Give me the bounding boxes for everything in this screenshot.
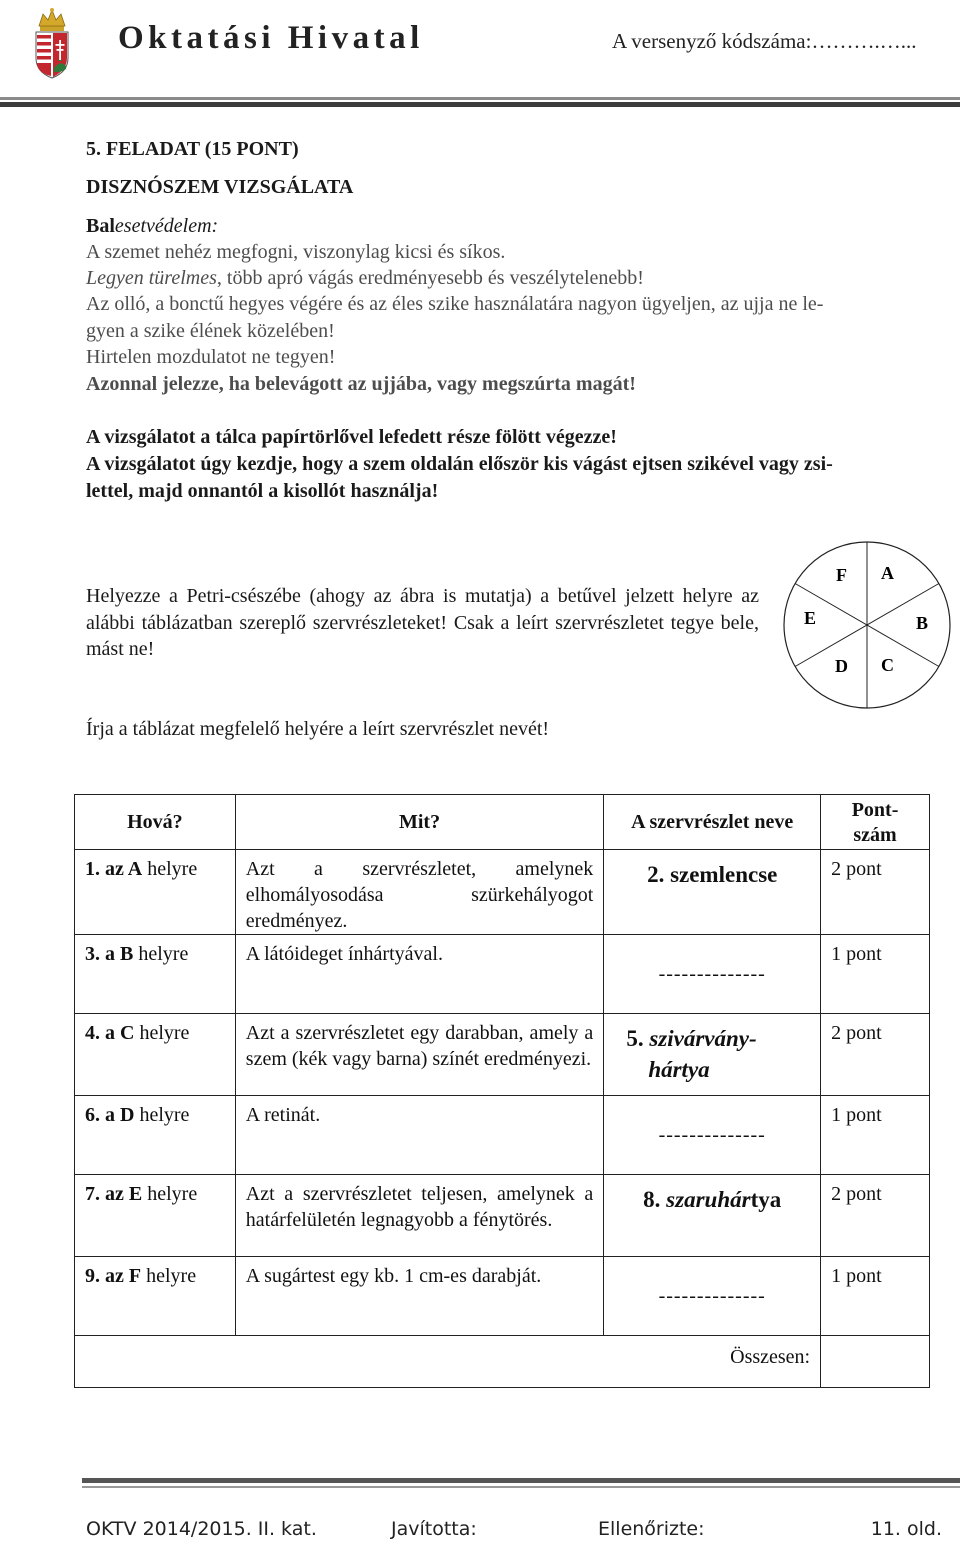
- table-row: [75, 1257, 930, 1336]
- instruction-1: A vizsgálatot a tálca papírtörlővel lefedett része fölött végezze!: [86, 426, 617, 448]
- safety-line-6: Azonnal jelezze, ha belevágott az ujjába, vagy megszúrta magát!: [86, 373, 636, 395]
- petri-dish-diagram: [780, 539, 954, 711]
- write-instruction: Írja a táblázat megfelelő helyére a leírt szervrészlet nevét!: [86, 718, 550, 740]
- points-cell: 2 pont: [821, 850, 930, 935]
- answer-blank-cell: --------------: [604, 1096, 821, 1175]
- header-what: Mit?: [235, 795, 604, 850]
- where-cell: 3. a B helyre: [75, 935, 236, 1014]
- table-row: [75, 1175, 930, 1257]
- safety-line-2: Legyen türelmes, több apró vágás eredményesebb és veszélytelenebb!: [86, 267, 644, 289]
- footer-exam: OKTV 2014/2015. II. kat.: [86, 1518, 317, 1540]
- points-cell: 2 pont: [821, 1014, 930, 1096]
- table-total-row: [75, 1336, 930, 1388]
- sector-label-e: E: [804, 608, 817, 628]
- header-divider-thick: [0, 102, 960, 107]
- header-where: Hová?: [75, 795, 236, 850]
- what-cell: Azt a szervrészletet teljesen, amelynek a határfelületén legnagyobb a fénytörés.: [235, 1175, 604, 1257]
- table-row: [75, 935, 930, 1014]
- hungarian-coat-of-arms-icon: [30, 6, 74, 80]
- footer-divider-thick: [82, 1478, 960, 1483]
- placement-instruction: Helyezze a Petri-csészébe (ahogy az ábra is mutatja) a betűvel jelzett helyre az alábbi táblázatban szereplő szervrészleteket! Csak a leírt szervrészletet tegye bele, mást ne!: [86, 585, 759, 660]
- table-row: [75, 850, 930, 935]
- safety-line-3: Az olló, a bonctű hegyes végére és az éles szike használatára nagyon ügyeljen, az ujja ne le-: [86, 293, 824, 315]
- footer-checked-by: Ellenőrizte:: [598, 1518, 705, 1540]
- points-cell: 1 pont: [821, 935, 930, 1014]
- what-cell: A retinát.: [235, 1096, 604, 1175]
- instruction-2a: A vizsgálatot úgy kezdje, hogy a szem oldalán először kis vágást ejtsen szikével vagy zsi-: [86, 453, 833, 475]
- answer-cell: 2. szemlencse: [604, 850, 821, 935]
- what-cell: Azt a szervrészletet, amelynek elhomályosodása szürkehályogot eredményez.: [235, 850, 604, 935]
- organ-parts-table: [74, 794, 930, 1388]
- sector-label-f: F: [836, 565, 847, 585]
- answer-cell: 8. szaruhártya: [604, 1175, 821, 1257]
- safety-heading: Balesetvédelem:: [86, 215, 219, 237]
- what-cell: Azt a szervrészletet egy darabban, amely a szem (kék vagy barna) színét eredményezi.: [235, 1014, 604, 1096]
- header-part-name: A szervrészlet neve: [604, 795, 821, 850]
- what-cell: A sugártest egy kb. 1 cm-es darabját.: [235, 1257, 604, 1336]
- contestant-code-label: A versenyző kódszáma:……….…...: [612, 29, 917, 53]
- total-label: Összesen:: [75, 1336, 821, 1388]
- task-subtitle: DISZNÓSZEM VIZSGÁLATA: [86, 176, 354, 198]
- header-points: Pont- szám: [821, 795, 930, 850]
- organization-title: Oktatási Hivatal: [118, 20, 424, 56]
- total-points-field[interactable]: [821, 1336, 930, 1388]
- answer-blank-cell: --------------: [604, 935, 821, 1014]
- footer-corrected-by: Javította:: [391, 1518, 477, 1540]
- answer-blank-cell: --------------: [604, 1257, 821, 1336]
- header-divider: [0, 97, 960, 100]
- where-cell: 6. a D helyre: [75, 1096, 236, 1175]
- instruction-2b: lettel, majd onnantól a kisollót használja!: [86, 480, 439, 502]
- points-cell: 1 pont: [821, 1257, 930, 1336]
- sector-label-c: C: [881, 655, 894, 675]
- points-cell: 2 pont: [821, 1175, 930, 1257]
- table-header-row: [75, 795, 930, 850]
- safety-line-5: Hirtelen mozdulatot ne tegyen!: [86, 346, 336, 368]
- where-cell: 7. az E helyre: [75, 1175, 236, 1257]
- safety-line-1: A szemet nehéz megfogni, viszonylag kicsi és síkos.: [86, 241, 506, 263]
- table-row: [75, 1014, 930, 1096]
- table-row: [75, 1096, 930, 1175]
- what-cell: A látóideget ínhártyával.: [235, 935, 604, 1014]
- sector-label-a: A: [881, 563, 894, 583]
- safety-line-4: gyen a szike élének közelében!: [86, 320, 335, 342]
- where-cell: 9. az F helyre: [75, 1257, 236, 1336]
- footer-page-number: 11. old.: [870, 1518, 942, 1540]
- points-cell: 1 pont: [821, 1096, 930, 1175]
- footer-divider: [82, 1486, 960, 1488]
- sector-label-d: D: [835, 656, 848, 676]
- task-title: 5. FELADAT (15 PONT): [86, 138, 299, 160]
- where-cell: 1. az A helyre: [75, 850, 236, 935]
- where-cell: 4. a C helyre: [75, 1014, 236, 1096]
- sector-label-b: B: [916, 613, 929, 633]
- answer-cell: 5. szivárvány- hártya: [604, 1014, 821, 1096]
